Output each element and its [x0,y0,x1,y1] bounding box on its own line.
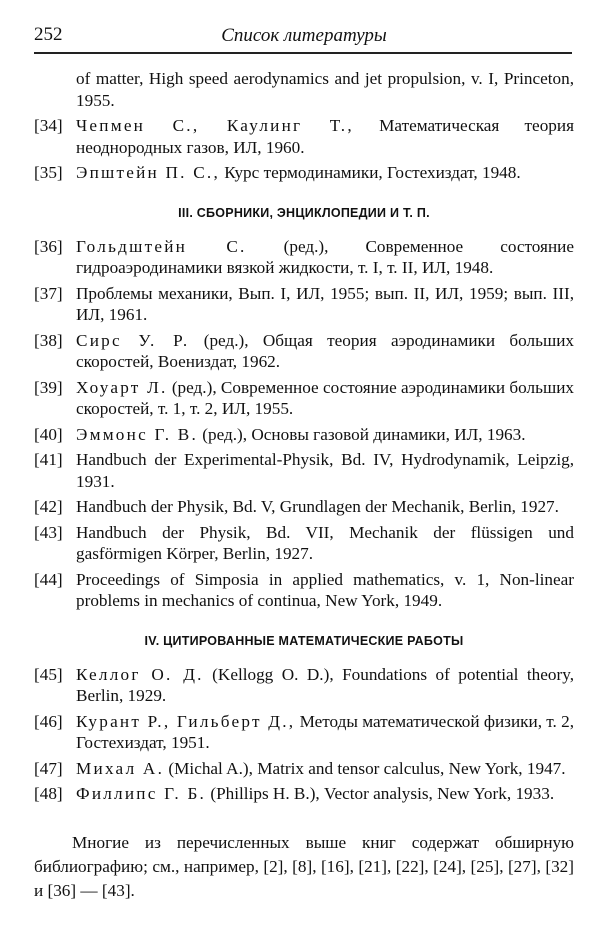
reference-number: [48] [34,784,63,803]
reference-entry [34,783,574,805]
reference-text [76,449,574,492]
section-heading-3: III. СБОРНИКИ, ЭНЦИКЛОПЕДИИ И Т. П. [178,205,430,220]
reference-details: (ред.), Современное состояние аэродинамики больших скоростей, т. 1, т. 2, ИЛ, 1955. [76,377,574,418]
reference-entry [34,377,574,420]
reference-text [76,330,574,373]
reference-number: [47] [34,758,63,778]
reference-author: Чепмен С., Каулинг Т., [76,116,354,135]
reference-text [76,758,574,780]
reference-author: Келлог О. Д. [76,664,204,684]
reference-list-top [34,115,574,184]
reference-author: Михал А. [76,758,165,778]
reference-entry [34,496,574,518]
reference-author: Гольдштейн С. [76,236,247,256]
header-rule [34,52,572,54]
reference-text [76,283,574,326]
reference-details: (ред.), Современное состояние гидроаэродинамики вязкой жидкости, т. I, т. II, ИЛ, 1948. [76,236,574,277]
reference-details: (Kellogg O. D.), Foundations of potential theory, Berlin, 1929. [76,664,574,705]
reference-entry [34,236,574,279]
reference-author: Филлипс Г. Б. [76,784,207,803]
reference-text [76,664,574,707]
reference-entry [34,424,574,446]
reference-entry [34,162,574,184]
reference-details: Курс термодинамики, Гостехиздат, 1948. [219,163,521,182]
reference-details: (ред.), Общая теория аэродинамики больших скоростей, Воениздат, 1962. [76,330,574,371]
reference-list-section-3 [34,236,574,612]
reference-details: Handbuch der Experimental-Physik, Bd. IV, Hydrodynamik, Leipzig, 1931. [76,450,574,491]
reference-entry [34,711,574,754]
reference-text [76,424,574,446]
reference-text [76,711,574,754]
page-header [34,22,574,52]
reference-number: [41] [34,450,63,469]
reference-number: [45] [34,664,63,684]
reference-details: Математическая теория неоднородных газов, ИЛ, 1960. [76,116,574,157]
reference-details: Handbuch der Physik, Bd. VII, Mechanik der flüssigen und gasförmigen Körper, Berlin, 1927. [76,522,574,563]
reference-number: [35] [34,163,63,182]
reference-number: [36] [34,236,63,256]
reference-author: Сирс У. Р. [76,330,190,350]
page-number: 252 [34,24,63,45]
reference-details: (ред.), Основы газовой динамики, ИЛ, 1963. [198,424,526,444]
reference-number: [38] [34,330,63,350]
reference-text [76,115,574,158]
reference-number: [46] [34,711,63,731]
reference-list-section-4 [34,664,574,805]
reference-number: [42] [34,497,63,516]
reference-number: [39] [34,377,63,397]
reference-number: [40] [34,424,63,444]
reference-details: Проблемы механики, Вып. I, ИЛ, 1955; вып. II, ИЛ, 1959; вып. III, ИЛ, 1961. [76,283,574,324]
reference-details: Handbuch der Physik, Bd. V, Grundlagen der Mechanik, Berlin, 1927. [76,497,559,516]
reference-author: Курант Р., Гильберт Д., [76,711,296,731]
bibliography-body [34,68,574,903]
reference-text [76,236,574,279]
reference-author: Эпштейн П. С., [76,163,220,182]
reference-details: Proceedings of Simposia in applied mathematics, v. 1, Non-linear problems in mechanics of continua, New York, 1949. [76,569,574,610]
reference-entry [34,522,574,565]
reference-entry [34,115,574,158]
reference-text [76,569,574,612]
reference-entry [34,449,574,492]
reference-author: Эммонс Г. В. [76,424,198,444]
reference-text [76,522,574,565]
reference-text [76,496,574,518]
running-title: Список литературы [221,25,387,46]
reference-number: [37] [34,283,63,303]
reference-entry [34,758,574,780]
reference-entry [34,664,574,707]
reference-text [76,377,574,420]
closing-paragraph: Многие из перечисленных выше книг содержат обширную библиографию; см., например, [2], [8], [16], [21], [22], [24], [25], [27], [32] и [36] — [43]. [34,832,574,900]
reference-details: Методы математической физики, т. 2, Гостехиздат, 1951. [76,711,575,752]
reference-number: [43] [34,522,63,542]
reference-entry [34,569,574,612]
reference-details: (Michal A.), Matrix and tensor calculus, New York, 1947. [164,758,566,778]
reference-entry [34,330,574,373]
reference-author: Хоуарт Л. [76,377,168,397]
reference-number: [34] [34,116,63,135]
reference-text [76,783,574,805]
reference-number: [44] [34,569,63,589]
reference-details: (Phillips H. B.), Vector analysis, New York, 1933. [206,784,555,803]
reference-entry [34,283,574,326]
reference-text [76,162,574,184]
section-heading-4: IV. ЦИТИРОВАННЫЕ МАТЕМАТИЧЕСКИЕ РАБОТЫ [144,633,464,648]
continued-reference: of matter, High speed aerodynamics and jet propulsion, v. I, Princeton, 1955. [76,69,574,110]
